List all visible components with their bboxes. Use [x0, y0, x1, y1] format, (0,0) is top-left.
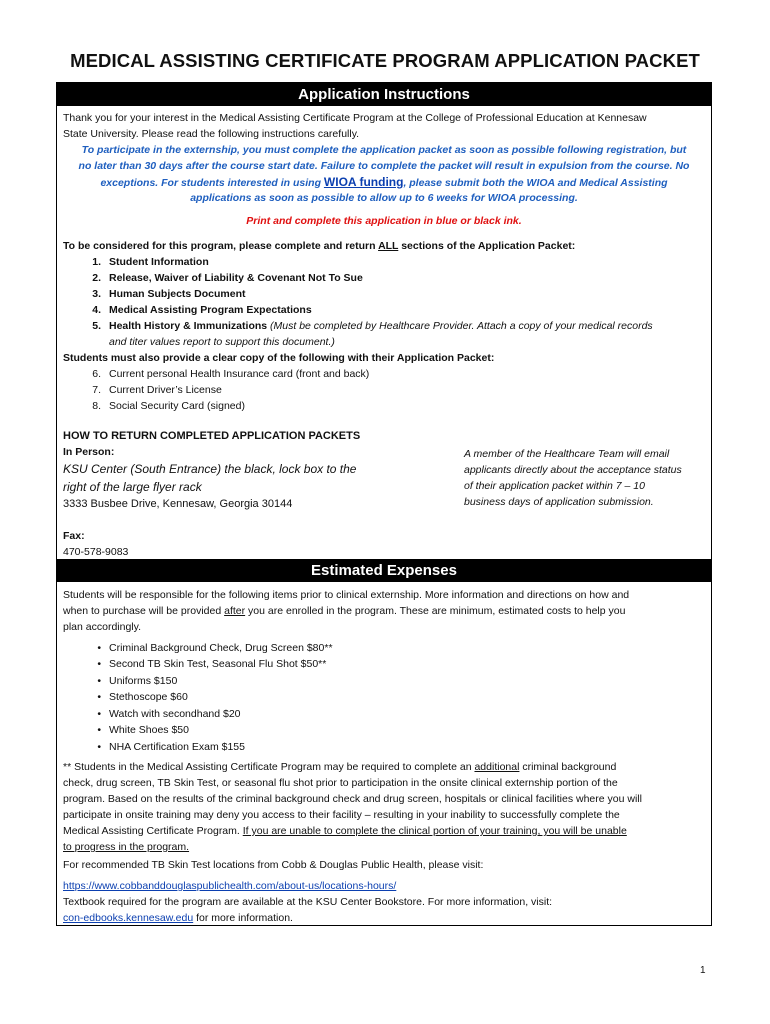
fax-number: 470-578-9083 — [63, 546, 129, 558]
acceptance-note-line: A member of the Healthcare Team will email — [464, 448, 670, 460]
list-item: 4. Medical Assisting Program Expectations — [92, 304, 312, 316]
bullet-icon: • — [97, 724, 101, 736]
in-person-label: In Person: — [63, 446, 115, 458]
externship-notice-line: no later than 30 days after the course start date. Failure to complete the packet will result in expulsion from the course. No — [78, 160, 690, 172]
list-item: 7. Current Driver’s License — [92, 384, 222, 396]
section-heading-instructions: Application Instructions — [56, 83, 712, 106]
intro-text-line: State University. Please read the following instructions carefully. — [63, 128, 360, 140]
intro-text-line: Thank you for your interest in the Medical Assisting Certificate Program at the College of Professional Education at Kennesaw — [63, 112, 647, 124]
expense-item: • White Shoes $50 — [63, 722, 189, 738]
wioa-funding-link[interactable]: WIOA funding — [323, 175, 404, 189]
page-number: 1 — [700, 965, 706, 976]
bookstore-line: con-edbooks.kennesaw.edu for more information. — [63, 912, 293, 924]
bookstore-link[interactable]: con-edbooks.kennesaw.edu — [63, 912, 194, 924]
health-note-line: and titer values report to support this document.) — [109, 336, 335, 348]
ksu-location-line: right of the large flyer rack — [63, 480, 202, 494]
ksu-location-line: KSU Center (South Entrance) the black, lock box to the — [63, 462, 357, 476]
background-note-line: program. Based on the results of the criminal background check and drug screen, hospitals or clinical facilities where you will — [63, 793, 642, 805]
list-item: 2. Release, Waiver of Liability & Covenant Not To Sue — [92, 272, 363, 284]
tb-locations-text: For recommended TB Skin Test locations from Cobb & Douglas Public Health, please visit: — [63, 859, 484, 871]
address: 3333 Busbee Drive, Kennesaw, Georgia 30144 — [63, 498, 293, 510]
bullet-icon: • — [97, 658, 101, 670]
bullet-icon: • — [97, 708, 101, 720]
list-item: 6. Current personal Health Insurance card (front and back) — [92, 368, 370, 380]
return-heading: HOW TO RETURN COMPLETED APPLICATION PACKETS — [63, 430, 361, 442]
expense-item: • Uniforms $150 — [63, 673, 177, 689]
background-note-line: to progress in the program. — [63, 841, 190, 853]
consideration-text-part: sections of the Application Packet: — [398, 240, 576, 252]
also-provide-text: Students must also provide a clear copy of the following with their Application Packet: — [63, 352, 495, 364]
ink-instruction: Print and complete this application in blue or black ink. — [246, 215, 522, 227]
acceptance-note-line: of their application packet within 7 – 10 — [464, 480, 645, 492]
additional-emphasis: additional — [474, 761, 520, 773]
list-item: 5. Health History & Immunizations (Must be completed by Healthcare Provider. Attach a copy of your medical records — [92, 320, 653, 332]
background-note-line: Medical Assisting Certificate Program. If you are unable to complete the clinical portion of your training, you will be unable — [63, 825, 627, 837]
background-note-line: ** Students in the Medical Assisting Certificate Program may be required to complete an additional criminal background — [63, 761, 617, 773]
expenses-intro-line: when to purchase will be provided after you are enrolled in the program. These are minimum, estimated costs to help you — [63, 605, 626, 617]
textbook-text: Textbook required for the program are available at the KSU Center Bookstore. For more information, visit: — [63, 896, 553, 908]
list-item: 8. Social Security Card (signed) — [92, 400, 245, 412]
list-item: 3. Human Subjects Document — [92, 288, 246, 300]
expenses-intro-line: plan accordingly. — [63, 621, 142, 633]
background-note-line: participate in onsite training may deny you access to their facility – resulting in your inability to successfully complete the — [63, 809, 620, 821]
externship-notice-line: applications as soon as possible to allow up to 6 weeks for WIOA processing. — [190, 192, 578, 204]
bullet-icon: • — [97, 691, 101, 703]
consideration-text-part: To be considered for this program, please complete and return — [63, 240, 379, 252]
bullet-icon: • — [97, 741, 101, 753]
externship-notice-line: To participate in the externship, you must complete the application packet as soon as possible following registration, but — [81, 144, 687, 156]
consideration-all: ALL — [378, 240, 399, 252]
acceptance-note-line: applicants directly about the acceptance status — [464, 464, 682, 476]
list-item: 1. Student Information — [92, 256, 209, 268]
fax-label: Fax: — [63, 530, 85, 542]
acceptance-note-line: business days of application submission. — [464, 496, 654, 508]
expense-item: • NHA Certification Exam $155 — [63, 739, 245, 755]
background-note-line: check, drug screen, TB Skin Test, or seasonal flu shot prior to participation in the onsite clinical externship portion of the — [63, 777, 618, 789]
unable-warning: If you are unable to complete the clinical portion of your training, you will be unable — [242, 825, 627, 837]
externship-notice-line — [56, 174, 712, 191]
bullet-icon: • — [97, 642, 101, 654]
bullet-icon: • — [97, 675, 101, 687]
notice-text: , please submit both the WIOA and Medical Assisting — [403, 177, 668, 189]
expense-item: • Watch with secondhand $20 — [63, 706, 241, 722]
section-heading-expenses: Estimated Expenses — [56, 559, 712, 582]
expense-item: • Criminal Background Check, Drug Screen $80** — [63, 640, 333, 656]
consideration-text — [63, 238, 575, 254]
tb-locations-link[interactable]: https://www.cobbanddouglaspublichealth.com/about-us/locations-hours/ — [63, 880, 397, 892]
expense-item: • Stethoscope $60 — [63, 689, 188, 705]
expenses-intro-line: Students will be responsible for the following items prior to clinical externship. More information and directions on how and — [63, 589, 630, 601]
expense-item: • Second TB Skin Test, Seasonal Flu Shot $50** — [63, 656, 326, 672]
after-emphasis: after — [224, 605, 246, 617]
page-title: MEDICAL ASSISTING CERTIFICATE PROGRAM APPLICATION PACKET — [70, 50, 700, 71]
notice-text: exceptions. For students interested in using — [100, 177, 324, 189]
